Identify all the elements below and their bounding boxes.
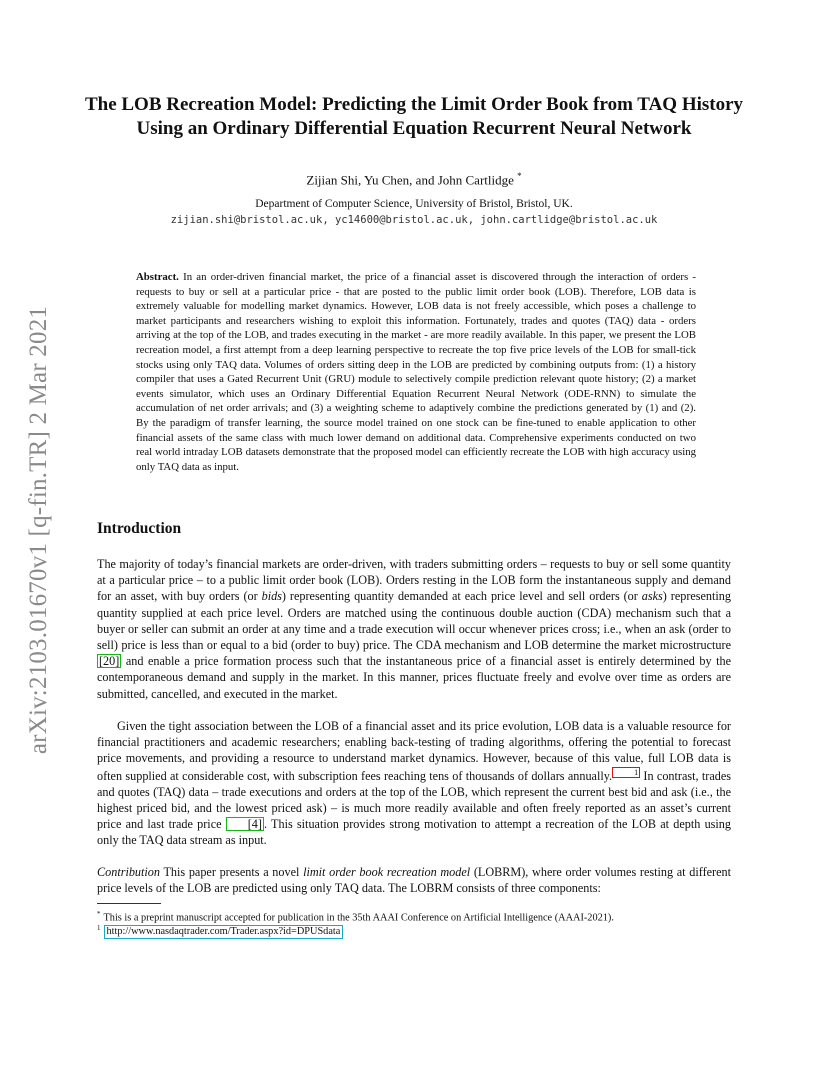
affiliation: Department of Computer Science, University of Bristol, Bristol, UK. (255, 198, 573, 210)
abstract (136, 270, 696, 474)
citation-link[interactable]: [20] (99, 654, 120, 669)
paragraph-lead: Contribution (97, 865, 160, 879)
footnote-link[interactable]: 1 (612, 767, 640, 778)
intro-paragraph-1 (97, 556, 731, 702)
text-run: ) representing quantity supplied at each price level. Orders are matched using the continuous double auction (CDA) mechanism such that a buyer or seller can submit an order at any time and a trade execution will occur whenever prices cross; i.e., when an ask (order to sell) price is less than or equal to a bid (order to buy) price. The CDA mechanism and LOB determine the market microstructure (97, 589, 731, 653)
footnote-mark: 1 (97, 924, 101, 932)
text-run: ) representing quantity demanded at each price level and sell orders (or (281, 589, 642, 604)
text-run: This paper presents a novel (159, 865, 304, 879)
section-heading-introduction: Introduction (97, 520, 182, 537)
footnote-1 (97, 922, 737, 939)
footnote-mark: * (97, 910, 101, 918)
text-run: In contrast, trades and quotes (TAQ) data – trade executions and orders at the top of the LOB, which represent the current best bid and ask (i.e., the highest priced bid, and the lowest priced ask) – is much more readily available and often freely reported as an asset’s current price and last trade price (97, 768, 731, 832)
arxiv-id: arXiv:2103.01670v1 [q-fin.TR] 2 Mar 2021 (25, 305, 52, 755)
abstract-text: In an order-driven financial market, the price of a financial asset is discovered through the interaction of orders - requests to buy or sell at a particular price - that are posted to the public limit order book (LOB). Therefore, LOB data is extremely valuable for modelling market dynamics. However, LOB data is not freely accessible, which poses a challenge to market participants and researchers wishing to exploit this information. Fortunately, trades and quotes (TAQ) data - orders arriving at the top of the LOB, and trades executing in the market - are more readily available. In this paper, we present the LOB recreation model, a first attempt from a deep learning perspective to recreate the top five price levels of the LOB for small-tick stocks using only TAQ data. Volumes of orders sitting deep in the LOB are predicted by combining outputs from: (1) a history compiler that uses a Gated Recurrent Unit (GRU) module to selectively compile prediction relevant quote history; (2) a market events simulator, which uses an Ordinary Differential Equation Recurrent Neural Network (ODE-RNN) to simulate the accumulation of net order arrivals; and (3) a weighting scheme to adaptively combine the predictions generated by (1) and (2). By the paradigm of transfer learning, the source model trained on one stock can be fine-tuned to enable application to other financial assets of the same class with much lower demand on additional data. Comprehensive experiments conducted on two real world intraday LOB datasets demonstrate that the proposed model can efficiently recreate the LOB with high accuracy using only TAQ data as input. (136, 271, 697, 473)
author-emails[interactable]: zijian.shi@bristol.ac.uk, yc14600@bristol.ac.uk, john.cartlidge@bristol.ac.uk (170, 214, 658, 226)
arxiv-sidebar-stamp (24, 285, 54, 775)
italic-term: asks (641, 589, 663, 604)
footnote-text: This is a preprint manuscript accepted for publication in the 35th AAAI Conference on Artificial Intelligence (AAAI-2021). (103, 912, 614, 924)
text-run: (LOBRM), where order volumes resting at different price levels of the LOB are predicted using only TAQ data. The LOBRM consists of three components: (97, 865, 731, 896)
footnote-url-link[interactable]: http://www.nasdaqtrader.com/Trader.aspx?id=DPUSdata (104, 925, 344, 939)
intro-paragraph-2 (97, 718, 731, 849)
citation-link[interactable]: [4] (226, 817, 264, 831)
paper-title: The LOB Recreation Model: Predicting the Limit Order Book from TAQ History Using an Ordinary Differential Equation Recurrent Neural Network (84, 94, 744, 139)
footnote-divider (97, 903, 161, 904)
contribution-paragraph (97, 864, 731, 896)
text-run: Given the tight association between the LOB of a financial asset and its price evolution, LOB data is a valuable resource for financial practitioners and academic researchers; enabling back-testing of trading algorithms, offering the potential to forecast price movements, and providing a resource to understand market dynamics. However, because of this value, full LOB data is often supplied at considerable cost, with subscription fees reaching tens of thousands of dollars annually. (97, 719, 731, 783)
text-run: The majority of today’s financial markets are order-driven, with traders submitting orders – requests to buy or sell some quantity at a particular price – to a public limit order book (LOB). Orders resting in the LOB form the instantaneous supply and demand for an asset, with buy orders (or (97, 557, 731, 604)
abstract-label: Abstract. (136, 271, 179, 283)
italic-term: bids (261, 589, 282, 604)
italic-term: limit order book recreation model (303, 865, 471, 879)
author-line (60, 171, 768, 188)
text-run: . This situation provides strong motivation to attempt a recreation of the LOB at depth using only the TAQ data stream as input. (97, 817, 731, 848)
author-footnote-mark: * (517, 171, 522, 181)
text-run: and enable a price formation process such that the instantaneous price of a financial asset is entirely determined by the contemporaneous demand and supply in the market. In this manner, prices fluctuate freely and evolve over time as orders are submitted, cancelled, and executed in the market. (97, 654, 731, 701)
authors: Zijian Shi, Yu Chen, and John Cartlidge (306, 172, 514, 188)
